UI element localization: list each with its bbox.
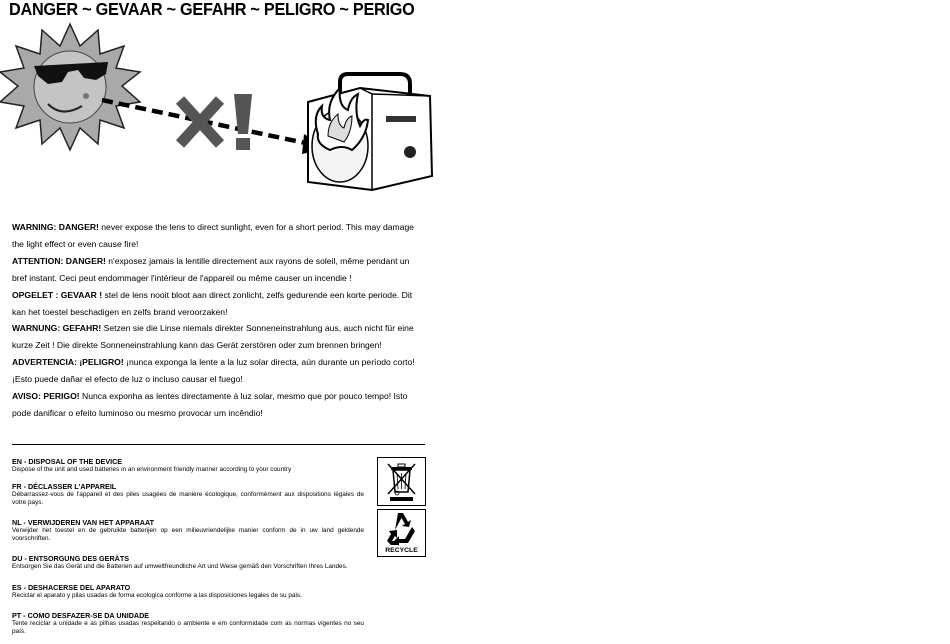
warning-text: bref instant. Ceci peut endommager l'intérieur de l'appareil ou même causer un incendie ! [12, 272, 352, 283]
disposal-heading: NL - VERWIJDEREN VAN HET APPARAAT [12, 518, 155, 528]
disposal-heading: PT - COMO DESFAZER-SE DA UNIDADE [12, 610, 150, 620]
warning-text: n'exposez jamais la lentille directement aux rayons de soleil, même pendant un [105, 255, 410, 266]
disposal-nl [12, 518, 364, 543]
warning-line [12, 219, 424, 236]
warning-text: ¡nunca exponga la lente a la luz solar directa, aún durante un período corto! [123, 357, 415, 368]
warning-line [12, 371, 424, 388]
sunlight-warning-illustration [0, 22, 440, 202]
recycle-icon [378, 510, 425, 548]
warning-line [12, 287, 424, 304]
warning-line [12, 320, 424, 337]
warning-text: Nunca exponha as lentes directamente à luz solar, mesmo que por pouco tempo! Isto [79, 391, 408, 402]
warning-line [12, 354, 424, 371]
warning-text: kan het toestel beschadigen en zelfs brand veroorzaken! [12, 306, 228, 317]
disposal-instructions [12, 457, 364, 644]
warning-label: AVISO: PERIGO! [12, 391, 80, 402]
disposal-es [12, 583, 364, 600]
warning-text: kurze Zeit ! Die direkte Sonneneinstrahlung kann das Gerät zerstören oder zum brennen bringen! [12, 340, 382, 351]
disposal-en [12, 457, 364, 474]
warning-label: ATTENTION: DANGER! [12, 255, 106, 266]
warning-text: pode danificar o efeito luminoso ou mesmo provocar um incêndio! [12, 407, 263, 418]
disposal-heading: FR - DÉCLASSER L'APPAREIL [12, 482, 117, 492]
page-title: DANGER ~ GEVAAR ~ GEFAHR ~ PELIGRO ~ PERIGO [9, 0, 415, 19]
warning-label: OPGELET : GEVAAR ! [12, 289, 103, 300]
disposal-body: Tente reciclar a unidade e as pilhas usadas respeitando o ambiente e em conformidade com as normas vigentes no seu país. [12, 619, 364, 635]
sun-with-sunglasses-icon [0, 24, 140, 150]
forbidden-mark [180, 94, 252, 150]
recycle-badge [377, 509, 426, 557]
warning-text: the light effect or even cause fire! [12, 238, 139, 249]
disposal-body: Entsorgen Sie das Gerät und die Batterien auf umweltfreundliche Art und Weise gemäß den Vorschriften Ihres Landes. [12, 563, 348, 571]
warning-text: ¡Esto puede dañar el efecto de luz o incluso causar el fuego! [12, 374, 243, 385]
disposal-body: Débarrassez-vous de l'appareil et des piles usagées de manière écologique, conformément aux dispositions légales de votre pays. [12, 491, 364, 507]
disposal-fr [12, 482, 364, 507]
warning-line [12, 388, 424, 405]
warning-line [12, 253, 424, 270]
warning-label: ADVERTENCIA: ¡PELIGRO! [12, 357, 124, 368]
warning-line [12, 236, 424, 253]
light-fixture-on-fire-icon [308, 74, 432, 190]
crossed-out-bin-icon [377, 457, 426, 506]
disposal-pt [12, 611, 364, 636]
section-divider [12, 444, 425, 445]
warning-line [12, 304, 424, 321]
warning-label: WARNUNG: GEFAHR! [12, 323, 102, 334]
warning-text: stel de lens nooit bloot aan direct zonlicht, zelfs gedurende een korte periode. Dit [102, 289, 413, 300]
warning-line [12, 270, 424, 287]
warning-line [12, 337, 424, 354]
recycle-label: RECYCLE [385, 547, 418, 554]
disposal-body: Verwijder het toestel en de gebruikte batterijen op een milieuvriendelijke manier conform de in uw land geldende voorschriften. [12, 527, 364, 543]
disposal-heading: ES - DESHACERSE DEL APARATO [12, 582, 131, 592]
disposal-body: Dispose of the unit and used batteries in an environment friendly manner according to your country [12, 466, 292, 473]
warning-text: Setzen sie die Linse niemals direkter Sonneneinstrahlung aus, auch nicht für eine [101, 323, 414, 334]
sunlight-warning-text [12, 219, 424, 422]
disposal-heading: DU - ENTSORGUNG DES GERÄTS [12, 554, 130, 564]
warning-label: WARNING: DANGER! [12, 222, 99, 232]
disposal-heading: EN - DISPOSAL OF THE DEVICE [12, 457, 123, 466]
warning-line [12, 405, 424, 422]
warning-text: never expose the lens to direct sunlight, even for a short period. This may damage [98, 222, 415, 232]
disposal-du [12, 554, 364, 571]
disposal-body: Reciclar el aparato y pilas usadas de forma ecologica conforme a las disposiciones legales de su pais. [12, 591, 302, 599]
